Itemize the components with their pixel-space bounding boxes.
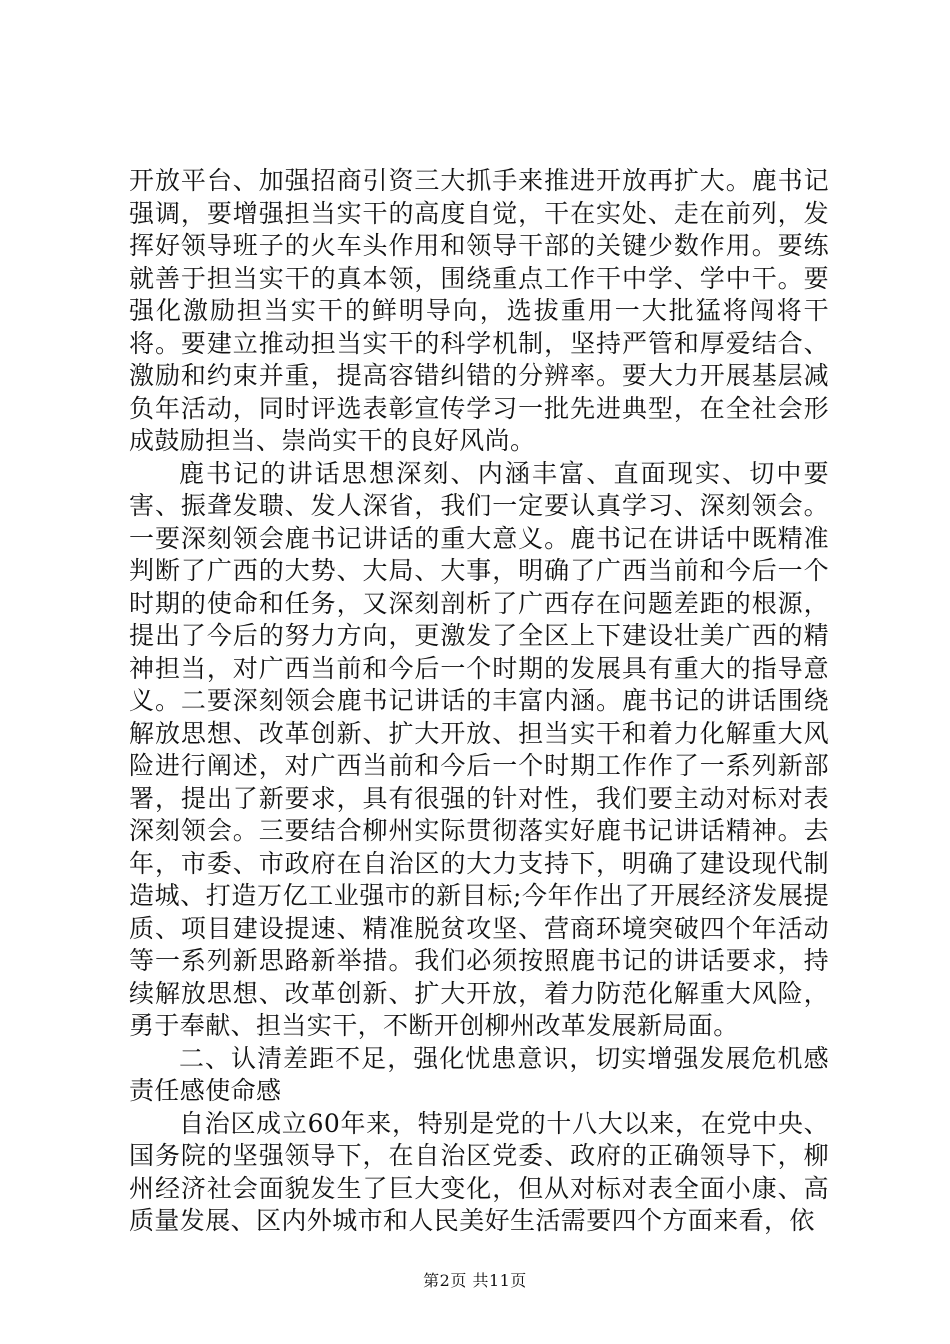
- section-heading: 二、认清差距不足，强化忧患意识，切实增强发展危机感责任感使命感: [129, 1043, 829, 1105]
- paragraph-3: 自治区成立60年来，特别是党的十八大以来，在党中央、国务院的坚强领导下，在自治区党委、政府的正确领导下，柳州经济社会面貌发生了巨大变化，但从对标对表全面小康、高质量发展、区内外城市和人民美好生活需要四个方面来看，依: [129, 1108, 829, 1235]
- paragraph-2: 鹿书记的讲话思想深刻、内涵丰富、直面现实、切中要害、振聋发聩、发人深省，我们一定要认真学习、深刻领会。一要深刻领会鹿书记讲话的重大意义。鹿书记在讲话中既精准判断了广西的大势、大局、大事，明确了广西当前和今后一个时期的使命和任务，又深刻剖析了广西存在问题差距的根源，提出了今后的努力方向，更激发了全区上下建设壮美广西的精神担当，对广西当前和今后一个时期的发展具有重大的指导意义。二要深刻领会鹿书记讲话的丰富内涵。鹿书记的讲话围绕解放思想、改革创新、扩大开放、担当实干和着力化解重大风险进行阐述，对广西当前和今后一个时期工作作了一系列新部署，提出了新要求，具有很强的针对性，我们要主动对标对表深刻领会。三要结合柳州实际贯彻落实好鹿书记讲话精神。去年，市委、市政府在自治区的大力支持下，明确了建设现代制造城、打造万亿工业强市的新目标;今年作出了开展经济发展提质、项目建设提速、精准脱贫攻坚、营商环境突破四个年活动等一系列新思路新举措。我们必须按照鹿书记的讲话要求，持续解放思想、改革创新、扩大开放，着力防范化解重大风险，勇于奉献、担当实干，不断开创柳州改革发展新局面。: [129, 458, 829, 1040]
- page-number-footer: 第2页 共11页: [423, 1271, 527, 1290]
- paragraph-1: 开放平台、加强招商引资三大抓手来推进开放再扩大。鹿书记强调，要增强担当实干的高度自觉，干在实处、走在前列，发挥好领导班子的火车头作用和领导干部的关键少数作用。要练就善于担当实干的真本领，围绕重点工作干中学、学中干。要强化激励担当实干的鲜明导向，选拔重用一大批猛将闯将干将。要建立推动担当实干的科学机制，坚持严管和厚爱结合、激励和约束并重，提高容错纠错的分辨率。要大力开展基层减负年活动，同时评选表彰宣传学习一批先进典型，在全社会形成鼓励担当、崇尚实干的良好风尚。: [129, 166, 829, 455]
- document-body: [129, 165, 829, 1238]
